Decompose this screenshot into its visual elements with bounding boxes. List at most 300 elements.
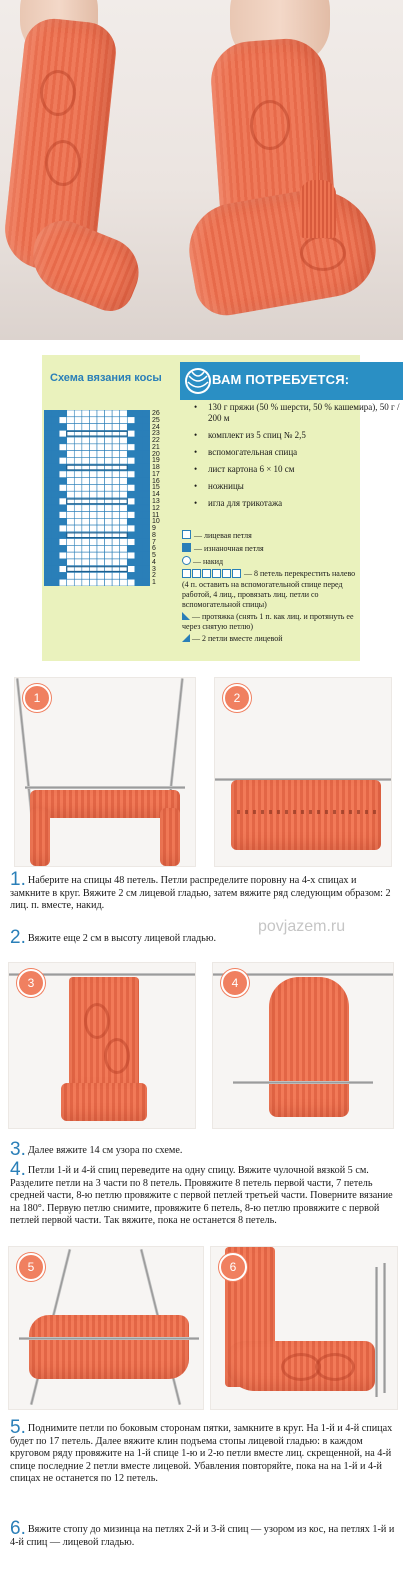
- chart-cell-purl: [44, 410, 52, 417]
- chart-cell-purl: [52, 444, 60, 451]
- step-photo-1: [14, 677, 196, 867]
- chart-cell-knit: [74, 417, 82, 424]
- chart-cell-purl: [142, 484, 150, 491]
- chart-cell-knit: [74, 437, 82, 444]
- cable-pattern: [300, 235, 346, 271]
- chart-cell-knit: [112, 579, 120, 586]
- chart-cell-knit: [97, 505, 105, 512]
- need-item: • игла для трикотажа: [188, 498, 403, 509]
- chart-cell-purl: [142, 518, 150, 525]
- chart-cell-purl: [127, 491, 135, 498]
- chart-cell-knit: [127, 498, 135, 505]
- chart-row-number: 18: [152, 464, 160, 472]
- photo-number-badge: 4: [221, 969, 249, 997]
- chart-cell-knit: [97, 518, 105, 525]
- chart-cell-purl: [59, 478, 67, 485]
- chart-cell-purl: [44, 437, 52, 444]
- chart-cell-knit: [120, 491, 128, 498]
- chart-cell-purl: [52, 512, 60, 519]
- chart-cell-purl: [135, 505, 143, 512]
- chart-cell-purl: [135, 457, 143, 464]
- chart-cell-purl: [142, 552, 150, 559]
- chart-cell-knit: [74, 410, 82, 417]
- chart-row-numbers: [152, 410, 166, 586]
- chart-row-number: 12: [152, 504, 160, 512]
- chart-cell-purl: [44, 424, 52, 431]
- chart-title: Схема вязания косы: [50, 372, 162, 384]
- chart-cell-knit: [67, 552, 75, 559]
- chart-cell-knit: [127, 566, 135, 573]
- chart-cell-knit: [67, 417, 75, 424]
- chart-cell-purl: [142, 572, 150, 579]
- right-sock-foot: [182, 180, 383, 320]
- chart-cell-knit: [112, 471, 120, 478]
- chart-cell-knit: [105, 552, 113, 559]
- photo-number-badge: 3: [17, 969, 45, 997]
- chart-cell-purl: [135, 478, 143, 485]
- chart-cell-knit: [74, 512, 82, 519]
- chart-cell-purl: [52, 451, 60, 458]
- chart-cell-knit: [67, 539, 75, 546]
- chart-cell-purl: [135, 552, 143, 559]
- chart-cell-purl: [52, 491, 60, 498]
- chart-cell-purl: [44, 451, 52, 458]
- chart-cell-purl: [52, 552, 60, 559]
- chart-cell-knit: [120, 505, 128, 512]
- chart-cell-knit: [74, 559, 82, 566]
- chart-cell-knit: [105, 484, 113, 491]
- chart-cell-knit: [74, 518, 82, 525]
- chart-cell-purl: [44, 552, 52, 559]
- chart-cell-knit: [89, 437, 97, 444]
- chart-cell-purl: [142, 532, 150, 539]
- cable-pattern: [45, 140, 81, 186]
- chart-cell-knit: [120, 518, 128, 525]
- chart-cell-knit: [89, 410, 97, 417]
- chart-cell-purl: [52, 532, 60, 539]
- chart-cell-purl: [135, 484, 143, 491]
- chart-cell-purl: [135, 430, 143, 437]
- chart-cell-knit: [112, 525, 120, 532]
- chart-cell-knit: [82, 518, 90, 525]
- needs-list: [188, 402, 403, 515]
- chart-row-number: 23: [152, 430, 160, 438]
- tassel: [300, 180, 336, 238]
- chart-cell-knit: [89, 484, 97, 491]
- chart-cell-knit: [82, 512, 90, 519]
- chart-cell-knit: [89, 505, 97, 512]
- chart-cell-knit: [120, 545, 128, 552]
- chart-cell-knit: [82, 410, 90, 417]
- chart-cell-knit: [112, 478, 120, 485]
- chart-cell-knit: [59, 484, 67, 491]
- knitting-chart: [44, 410, 150, 586]
- chart-cell-knit: [120, 572, 128, 579]
- chart-cell-purl: [52, 525, 60, 532]
- chart-cell-purl: [142, 512, 150, 519]
- chart-cell-purl: [135, 444, 143, 451]
- chart-cell-purl: [135, 417, 143, 424]
- chart-cell-purl: [59, 464, 67, 471]
- chart-cell-purl: [52, 430, 60, 437]
- chart-cell-knit: [105, 491, 113, 498]
- chart-cell-purl: [127, 545, 135, 552]
- chart-cell-purl: [52, 464, 60, 471]
- chart-cell-knit: [120, 579, 128, 586]
- chart-cell-knit: [112, 484, 120, 491]
- photo-number-badge: 6: [219, 1253, 247, 1281]
- chart-cell-knit: [89, 579, 97, 586]
- chart-cell-purl: [127, 532, 135, 539]
- chart-cell-purl: [52, 471, 60, 478]
- chart-cell-knit: [67, 471, 75, 478]
- step-photo-2: [214, 677, 392, 867]
- chart-cell-purl: [142, 478, 150, 485]
- step-photo-5: [8, 1246, 204, 1410]
- chart-cell-purl: [135, 518, 143, 525]
- chart-cell-purl: [44, 471, 52, 478]
- chart-cell-knit: [97, 457, 105, 464]
- chart-cell-knit: [67, 478, 75, 485]
- needs-title: ВАМ ПОТРЕБУЕТСЯ:: [212, 372, 350, 387]
- chart-cell-knit: [82, 451, 90, 458]
- chart-legend: [182, 530, 357, 646]
- legend-yarn-over: — накид: [182, 556, 357, 567]
- chart-cell-knit: [97, 545, 105, 552]
- chart-cell-purl: [44, 545, 52, 552]
- chart-cell-purl: [44, 532, 52, 539]
- step-6-text: 6. Вяжите стопу до мизинца на петлях 2-й и 3-й спиц — узором из кос, на петлях 1-й и 4-й спиц — лицевой гладью.: [10, 1518, 395, 1548]
- chart-cell-purl: [142, 444, 150, 451]
- chart-cell-purl: [142, 430, 150, 437]
- photo-number-badge: 2: [223, 684, 251, 712]
- chart-cell-knit: [120, 457, 128, 464]
- chart-row-number: 13: [152, 498, 160, 505]
- chart-cell-knit: [120, 417, 128, 424]
- chart-cell-knit: [82, 444, 90, 451]
- chart-cell-knit: [112, 539, 120, 546]
- chart-cell-knit: [105, 478, 113, 485]
- chart-row-number: 15: [152, 484, 160, 492]
- chart-cell-knit: [127, 539, 135, 546]
- chart-cell-purl: [135, 464, 143, 471]
- purl-stitch-icon: [182, 543, 191, 552]
- chart-cell-knit: [105, 424, 113, 431]
- chart-cell-purl: [52, 566, 60, 573]
- chart-cell-knit: [105, 525, 113, 532]
- chart-cell-knit: [89, 478, 97, 485]
- chart-cell-knit: [59, 539, 67, 546]
- step-5-text: 5. Поднимите петли по боковым сторонам пятки, замкните в круг. На 1-й и 4-й спицах будет по 17 петель. Далее вяжите клин подъема стопы лицевой гладью: в каждом круговом ряду провяжите на 1-й спице 1-ю и 2-ю петли вместе лиц. скрещенной, на 4-й спице последние 2 петли вместе лицевой. Убавления повторяйте, пока на на 1-й и 4-й спицах не останется по 12 петель.: [10, 1417, 393, 1485]
- chart-row-number: 22: [152, 437, 160, 445]
- chart-cell-knit: [105, 437, 113, 444]
- chart-cell-knit: [97, 478, 105, 485]
- chart-row-number: 14: [152, 491, 160, 499]
- chart-cell-purl: [44, 539, 52, 546]
- chart-cell-knit: [112, 552, 120, 559]
- chart-cell-knit: [112, 545, 120, 552]
- chart-cell-purl: [59, 518, 67, 525]
- chart-cell-purl: [142, 539, 150, 546]
- hero-photo: [0, 0, 403, 340]
- chart-cell-knit: [67, 579, 75, 586]
- chart-cell-purl: [142, 505, 150, 512]
- chart-cell-knit: [82, 491, 90, 498]
- chart-cell-knit: [59, 512, 67, 519]
- chart-cell-purl: [44, 444, 52, 451]
- chart-cell-knit: [112, 451, 120, 458]
- chart-row-number: 4: [152, 558, 156, 566]
- chart-cell-purl: [59, 572, 67, 579]
- chart-cell-knit: [120, 410, 128, 417]
- chart-cell-purl: [135, 579, 143, 586]
- chart-cell-purl: [142, 525, 150, 532]
- chart-cell-purl: [142, 471, 150, 478]
- chart-cell-purl: [44, 505, 52, 512]
- photo-number-badge: 5: [17, 1253, 45, 1281]
- chart-cell-knit: [82, 559, 90, 566]
- chart-cell-purl: [52, 539, 60, 546]
- knit-stitch-icon: [182, 530, 191, 539]
- chart-cell-knit: [97, 552, 105, 559]
- chart-cell-knit: [74, 478, 82, 485]
- chart-cell-knit: [127, 417, 135, 424]
- chart-row-number: 24: [152, 423, 160, 431]
- chart-cell-purl: [59, 532, 67, 539]
- knitting-chart-grid: [44, 410, 150, 586]
- chart-cell-knit: [74, 451, 82, 458]
- need-item: • ножницы: [188, 481, 403, 492]
- chart-row-number: 8: [152, 531, 156, 539]
- chart-cell-knit: [74, 525, 82, 532]
- chart-cell-purl: [44, 525, 52, 532]
- chart-cell-knit: [59, 525, 67, 532]
- chart-cell-knit: [112, 572, 120, 579]
- chart-cell-purl: [135, 532, 143, 539]
- chart-row-number: 3: [152, 565, 156, 573]
- chart-row-number: 16: [152, 477, 160, 485]
- chart-cell-purl: [52, 559, 60, 566]
- chart-cell-knit: [112, 505, 120, 512]
- chart-cell-knit: [59, 471, 67, 478]
- chart-cell-knit: [127, 525, 135, 532]
- step-1-text: 1. Наберите на спицы 48 петель. Петли распределите поровну на 4-х спицах и замкните в круг. Вяжите 2 см лицевой гладью, затем вяжите ряд следующим образом: 2 лиц. п. вместе, накид.: [10, 869, 391, 912]
- k2tog-icon: [182, 634, 190, 642]
- chart-cell-knit: [105, 559, 113, 566]
- chart-cell-knit: [67, 512, 75, 519]
- chart-cell-purl: [142, 464, 150, 471]
- need-item: • лист картона 6 × 10 см: [188, 464, 403, 475]
- chart-cell-knit: [120, 437, 128, 444]
- chart-cell-knit: [89, 539, 97, 546]
- chart-cell-knit: [59, 444, 67, 451]
- step-2-text: 2. Вяжите еще 2 см в высоту лицевой гладью.: [10, 927, 216, 948]
- chart-cell-knit: [82, 484, 90, 491]
- chart-row-number: 2: [152, 572, 156, 580]
- chart-row-number: 1: [152, 579, 156, 587]
- chart-cell-purl: [44, 498, 52, 505]
- chart-cell-purl: [127, 437, 135, 444]
- need-item: • комплект из 5 спиц № 2,5: [188, 430, 403, 441]
- chart-cell-knit: [105, 410, 113, 417]
- chart-cell-knit: [74, 579, 82, 586]
- chart-cell-purl: [142, 545, 150, 552]
- chart-cell-purl: [142, 566, 150, 573]
- chart-cell-knit: [97, 424, 105, 431]
- chart-cell-knit: [89, 457, 97, 464]
- chart-cell-knit: [112, 410, 120, 417]
- chart-cell-purl: [52, 545, 60, 552]
- chart-cell-purl: [44, 417, 52, 424]
- chart-cell-knit: [127, 512, 135, 519]
- chart-cell-knit: [82, 545, 90, 552]
- chart-cell-purl: [142, 437, 150, 444]
- chart-cell-purl: [52, 437, 60, 444]
- chart-row-number: 17: [152, 470, 160, 478]
- chart-cell-knit: [67, 424, 75, 431]
- chart-cell-purl: [52, 424, 60, 431]
- chart-cell-knit: [89, 424, 97, 431]
- chart-cell-knit: [105, 572, 113, 579]
- chart-cell-knit: [67, 572, 75, 579]
- chart-cell-knit: [74, 539, 82, 546]
- chart-cell-knit: [82, 478, 90, 485]
- yarn-ball-icon: [183, 366, 213, 396]
- chart-cell-purl: [52, 484, 60, 491]
- chart-cell-knit: [59, 457, 67, 464]
- chart-cell-knit: [120, 451, 128, 458]
- chart-cell-purl: [52, 417, 60, 424]
- chart-cell-purl: [127, 451, 135, 458]
- watermark: povjazem.ru: [258, 918, 346, 935]
- chart-cell-purl: [127, 410, 135, 417]
- pull-through-icon: [182, 612, 190, 620]
- chart-row-number: 25: [152, 416, 160, 424]
- chart-cell-knit: [105, 471, 113, 478]
- chart-cell-knit: [59, 566, 67, 573]
- chart-cell-knit: [89, 572, 97, 579]
- step-photo-4: [212, 962, 394, 1129]
- chart-cell-knit: [59, 430, 67, 437]
- chart-cell-knit: [120, 539, 128, 546]
- chart-cell-knit: [82, 539, 90, 546]
- chart-cell-knit: [120, 444, 128, 451]
- chart-cell-knit: [89, 417, 97, 424]
- chart-cell-purl: [127, 424, 135, 431]
- chart-row-number: 5: [152, 552, 156, 560]
- chart-cell-purl: [135, 491, 143, 498]
- chart-cell-purl: [52, 518, 60, 525]
- chart-cell-knit: [127, 471, 135, 478]
- chart-cell-purl: [135, 498, 143, 505]
- chart-cell-knit: [97, 579, 105, 586]
- chart-cell-knit: [82, 579, 90, 586]
- chart-cell-knit: [74, 484, 82, 491]
- chart-row-number: 9: [152, 525, 156, 533]
- chart-cell-purl: [59, 545, 67, 552]
- chart-cell-knit: [112, 518, 120, 525]
- chart-row-number: 26: [152, 410, 160, 417]
- chart-cell-knit: [127, 579, 135, 586]
- chart-cell-knit: [67, 505, 75, 512]
- chart-cell-knit: [97, 437, 105, 444]
- chart-cell-purl: [44, 572, 52, 579]
- chart-row-number: 20: [152, 450, 160, 458]
- chart-cell-knit: [67, 518, 75, 525]
- chart-cell-knit: [105, 444, 113, 451]
- chart-cell-purl: [52, 410, 60, 417]
- chart-cell-knit: [82, 424, 90, 431]
- chart-cell-knit: [59, 552, 67, 559]
- chart-row-number: 7: [152, 538, 156, 546]
- chart-cell-knit: [105, 417, 113, 424]
- chart-cell-knit: [105, 518, 113, 525]
- chart-cell-knit: [120, 512, 128, 519]
- chart-cell-knit: [89, 491, 97, 498]
- chart-cell-knit: [89, 444, 97, 451]
- chart-cell-purl: [59, 491, 67, 498]
- chart-cell-knit: [112, 444, 120, 451]
- chart-cell-knit: [112, 424, 120, 431]
- chart-cell-purl: [142, 451, 150, 458]
- chart-cell-knit: [82, 505, 90, 512]
- chart-cell-knit: [82, 525, 90, 532]
- chart-cell-knit: [105, 505, 113, 512]
- chart-cell-knit: [97, 444, 105, 451]
- legend-k2tog: — 2 петли вместе лицевой: [182, 634, 357, 644]
- chart-cell-knit: [105, 451, 113, 458]
- chart-row-number: 11: [152, 511, 160, 519]
- chart-cell-knit: [120, 552, 128, 559]
- cable-pattern: [250, 100, 290, 150]
- chart-cell-knit: [112, 512, 120, 519]
- photo-number-badge: 1: [23, 684, 51, 712]
- need-item: • 130 г пряжи (50 % шерсти, 50 % кашемира), 50 г / 200 м: [188, 402, 403, 424]
- chart-cell-purl: [52, 572, 60, 579]
- chart-cell-knit: [89, 518, 97, 525]
- chart-cell-purl: [127, 505, 135, 512]
- chart-cell-purl: [52, 498, 60, 505]
- chart-cell-knit: [97, 572, 105, 579]
- chart-cell-knit: [97, 417, 105, 424]
- legend-knit: — лицевая петля: [182, 530, 357, 541]
- chart-cell-knit: [67, 457, 75, 464]
- legend-pull: — протяжка (снять 1 п. как лиц. и протянуть ее через снятую петлю): [182, 612, 354, 631]
- chart-cell-purl: [59, 424, 67, 431]
- chart-cell-knit: [74, 491, 82, 498]
- chart-cell-knit: [59, 498, 67, 505]
- chart-cell-knit: [89, 451, 97, 458]
- chart-cell-knit: [67, 444, 75, 451]
- chart-cell-purl: [142, 417, 150, 424]
- chart-cell-knit: [82, 437, 90, 444]
- chart-cell-purl: [142, 410, 150, 417]
- chart-cell-knit: [67, 437, 75, 444]
- chart-cell-knit: [105, 457, 113, 464]
- chart-cell-knit: [120, 478, 128, 485]
- chart-cell-knit: [74, 444, 82, 451]
- chart-cell-purl: [44, 478, 52, 485]
- chart-cell-purl: [135, 572, 143, 579]
- chart-cell-knit: [74, 457, 82, 464]
- chart-cell-knit: [89, 552, 97, 559]
- chart-cell-purl: [59, 505, 67, 512]
- chart-cell-knit: [105, 539, 113, 546]
- chart-cell-purl: [44, 559, 52, 566]
- chart-cell-knit: [82, 471, 90, 478]
- chart-cell-knit: [97, 525, 105, 532]
- chart-cell-knit: [67, 559, 75, 566]
